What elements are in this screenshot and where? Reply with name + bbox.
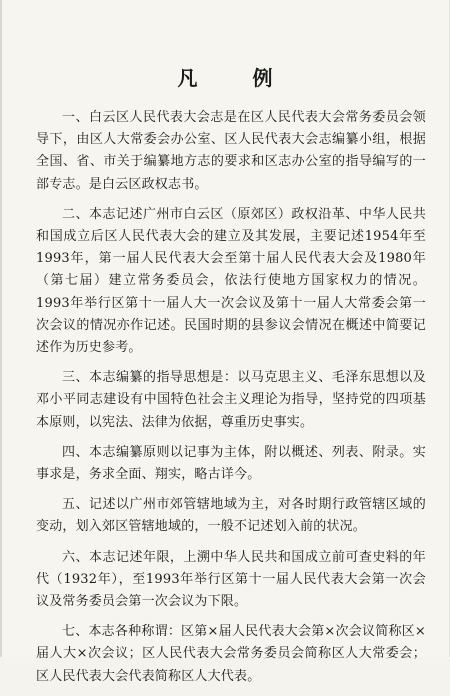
paragraph-3: 三、本志编纂的指导思想是：以马克思主义、毛泽东思想以及邓小平同志建设有中国特色社会主义理论为指导，坚持党的四项基本原则，以宪法、法律为依据，尊重历史事实。 [36,370,426,430]
paragraph-1: 一、白云区人民代表大会志是在区人民代表大会常务委员会领导下，由区人大常委会办公室、区人民代表大会志编纂小组，根据全国、省、市关于编纂地方志的要求和区志办公室的指导编写的一部专志。是白云区政权志书。 [36,110,426,192]
document-body [36,107,426,696]
paragraph-5: 五、记述以广州市郊管辖地域为主，对各时期行政管辖区域的变动，划入郊区管辖地域的，一般不记述划入前的状况。 [36,497,426,535]
page-title: 凡 例 [177,66,297,90]
paragraph-2: 二、本志记述广州市白云区（原郊区）政权沿革、中华人民共和国成立后区人民代表大会的建立及其发展，主要记述1954年至1993年，第一届人民代表大会至第十届人民代表大会及1980年（第七届）建立常务委员会，依法行使地方国家权力的情况。1993年举行区第十一届人大一次会议及第十一届人大常委会第一次会议的情况亦作记述。民国时期的县参议会情况在概述中简要记述作为历史参考。 [36,206,426,356]
paragraph-4: 四、本志编纂原则以记事为主体，附以概述、列表、附录。实事求是，务求全面、翔实，略古详今。 [36,444,426,483]
paragraph-7: 七、本志各种称谓：区第×届人民代表大会第×次会议简称区×届人大×次会议；区人民代表大会常务委员会简称区人大常委会；区人民代表大会代表简称区人大代表。 [36,624,426,684]
paragraph-6: 六、本志记述年限，上溯中华人民共和国成立前可查史料的年代（1932年），至1993年举行区第十一届人民代表大会第一次会议及常务委员会第一次会议为下限。 [36,549,426,610]
